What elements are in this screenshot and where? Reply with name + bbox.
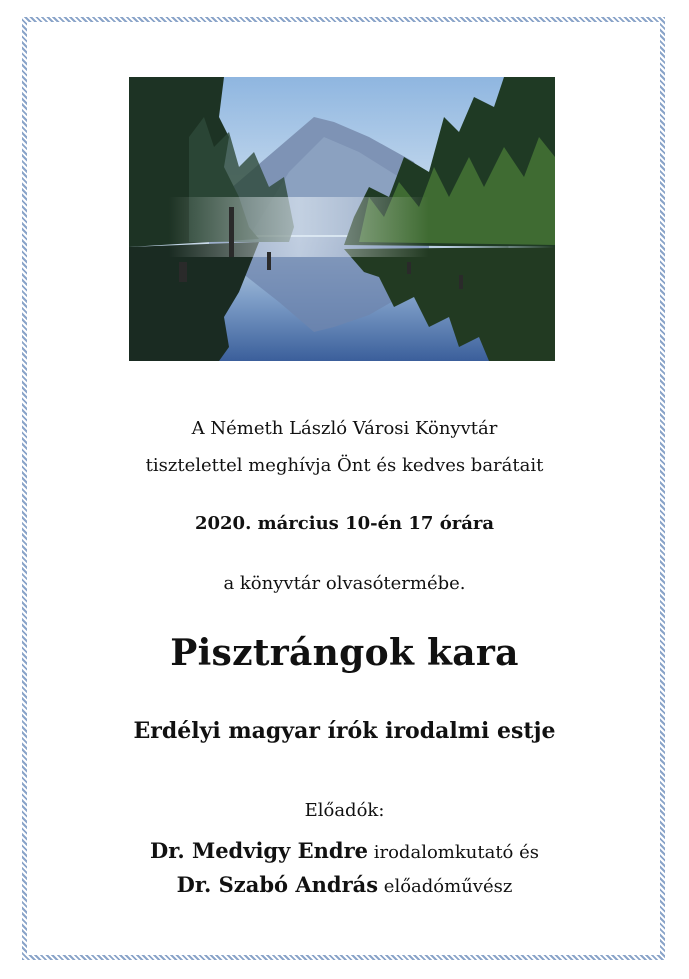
- performers-label: Előadók:: [304, 800, 385, 821]
- performer-line: [0, 838, 689, 863]
- event-venue: a könyvtár olvasótermébe.: [223, 573, 466, 594]
- performer-line: [0, 872, 689, 897]
- invite-line: tisztelettel meghívja Önt és kedves barátait: [145, 455, 544, 476]
- event-title: Pisztrángok kara: [170, 632, 519, 674]
- organizer-line: A Németh László Városi Könyvtár: [191, 418, 498, 439]
- mountain-lake-photo: [129, 77, 555, 361]
- event-datetime: 2020. március 10-én 17 órára: [194, 513, 495, 534]
- performer-role: irodalomkutató és: [368, 842, 539, 863]
- performer-name: Dr. Medvigy Endre: [149, 838, 369, 863]
- performer-role: előadóművész: [378, 876, 513, 897]
- performer-name: Dr. Szabó András: [176, 872, 379, 897]
- event-subtitle: Erdélyi magyar írók irodalmi estje: [133, 718, 556, 744]
